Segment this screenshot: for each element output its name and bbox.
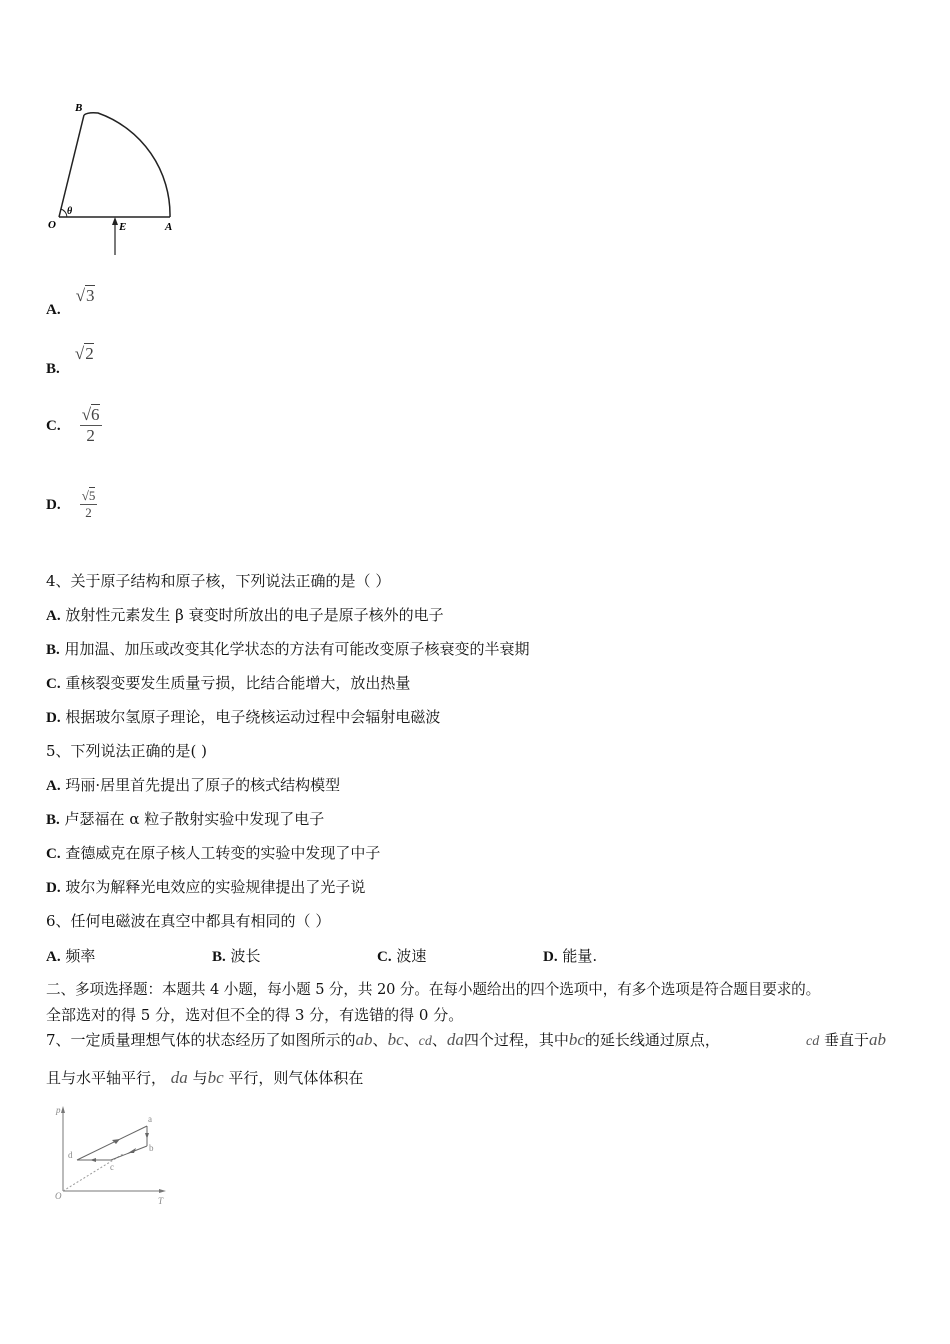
math-da: da (446, 1030, 464, 1049)
label-b: b (149, 1143, 154, 1153)
ob-line (59, 115, 84, 217)
sqrt-3: √3 (75, 286, 95, 305)
q5-option-b[interactable]: B. 卢瑟福在 α 粒子散射实验中发现了电子 (46, 810, 325, 828)
q5-stem: 5、下列说法正确的是( ) (46, 742, 208, 760)
math-bc: bc (387, 1030, 404, 1049)
q6-stem: 6、任何电磁波在真空中都具有相同的（ ） (46, 912, 331, 930)
q7-stem-line-1: 7、一定质量理想气体的状态经历了如图所示的ab、bc、cd、da四个过程，其中bc的延长线通过原点， (46, 1030, 720, 1049)
sector-figure (40, 95, 190, 260)
t-axis-arrow (159, 1189, 166, 1193)
q5-option-d[interactable]: D. 玻尔为解释光电效应的实验规律提出了光子说 (46, 878, 366, 896)
q5-option-a[interactable]: A. 玛丽·居里首先提出了原子的核式结构模型 (46, 776, 341, 794)
p-axis-arrow (61, 1106, 65, 1113)
fraction-sqrt6-over-2: $\frac{√6}{2}$ (81, 405, 100, 445)
q4-option-d[interactable]: D. 根据玻尔氢原子理论，电子绕核运动过程中会辐射电磁波 (46, 708, 441, 726)
q3-option-b[interactable] (46, 344, 94, 377)
q4-option-b[interactable]: B. 用加温、加压或改变其化学状态的方法有可能改变原子核衰变的半衰期 (46, 640, 530, 658)
label-t: T (158, 1196, 164, 1206)
q3-option-c[interactable] (46, 405, 102, 446)
option-letter: A. (46, 302, 61, 318)
q4-option-a[interactable]: A. 放射性元素发生 β 衰变时所放出的电子是原子核外的电子 (46, 606, 444, 624)
q6-option-a[interactable]: A. 频率 (46, 947, 96, 965)
sqrt-2: √2 (74, 344, 94, 363)
math-da-2: da (170, 1068, 188, 1087)
label-p: p (56, 1105, 61, 1115)
arrow-head (112, 217, 118, 225)
q3-option-a[interactable] (46, 286, 95, 318)
section-2-line-1: 二、多项选择题：本题共 4 小题，每小题 5 分，共 20 分。在每小题给出的四个选项中，有多个选项是符合题目要求的。 (46, 981, 821, 998)
label-a: A (165, 221, 173, 233)
label-e: E (119, 221, 127, 233)
fraction-sqrt5-over-2: $\frac{√5}{2}$ (81, 488, 96, 520)
label-a: a (148, 1114, 152, 1124)
q4-option-c[interactable]: C. 重核裂变要发生质量亏损，比结合能增大，放出热量 (46, 674, 411, 692)
option-letter: B. (46, 361, 60, 377)
ab-arrow (145, 1133, 149, 1139)
option-letter: D. (46, 497, 61, 513)
math-cd: cd (418, 1034, 432, 1049)
math-bc-2: bc (568, 1030, 585, 1049)
da-line (77, 1126, 147, 1160)
bc-arrow (128, 1148, 136, 1153)
q4-stem: 4、关于原子结构和原子核，下列说法正确的是（ ） (46, 572, 391, 590)
math-ab-2: ab (869, 1030, 887, 1049)
da-arrow (112, 1139, 120, 1144)
label-d: d (68, 1150, 73, 1160)
q5-option-c[interactable]: C. 查德威克在原子核人工转变的实验中发现了中子 (46, 844, 381, 862)
pt-diagram (48, 1103, 178, 1208)
option-letter: C. (46, 418, 61, 434)
math-bc-3: bc (207, 1068, 224, 1087)
q3-option-d[interactable] (46, 488, 97, 521)
label-o: O (48, 219, 56, 231)
cd-arrow (90, 1158, 96, 1162)
q6-option-c[interactable]: C. 波速 (377, 947, 427, 965)
q6-option-d[interactable]: D. 能量. (543, 947, 598, 965)
math-ab: ab (355, 1030, 373, 1049)
q7-stem-line-1-end: cd 垂直于ab (806, 1030, 887, 1049)
label-origin: O (55, 1191, 62, 1201)
q7-stem-line-2: 且与水平轴平行， da 与bc 平行，则气体体积在 (46, 1068, 364, 1087)
arc-ba (84, 113, 170, 217)
q6-option-b[interactable]: B. 波长 (212, 947, 261, 965)
math-cd-2: cd (806, 1034, 820, 1049)
label-c: c (110, 1162, 114, 1172)
section-2-line-2: 全部选对的得 5 分，选对但不全的得 3 分，有选错的得 0 分。 (46, 1006, 464, 1024)
label-theta: θ (67, 206, 73, 217)
label-b: B (75, 102, 83, 114)
